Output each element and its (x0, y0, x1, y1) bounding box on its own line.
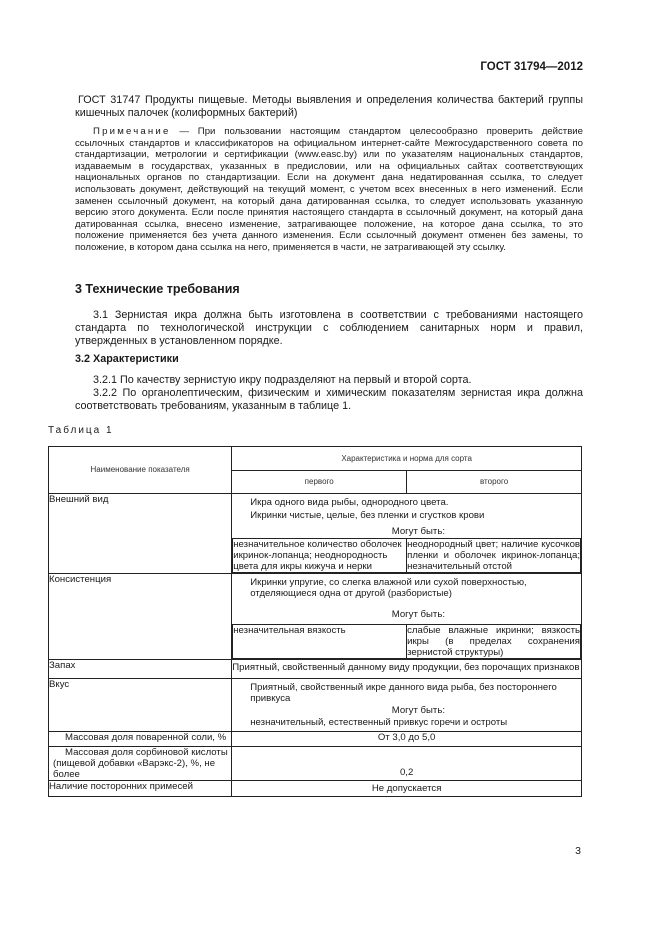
table-row-sorbic-acid (49, 746, 582, 781)
row-value: Приятный, свойственный данному виду продукции, без порочащих признаков (232, 660, 582, 678)
taste-line-1: Приятный, свойственный икре данного вида рыба, без постороннего привкуса (250, 681, 557, 704)
row-name: Внешний вид (49, 494, 232, 574)
document-code: ГОСТ 31794—2012 (480, 61, 583, 73)
table-row-taste (49, 678, 582, 732)
row-value (232, 574, 582, 660)
paragraph-3-2-2: 3.2.2 По органолептическим, физическим и химическим показателям зернистая икра должна соответствовать требованиям, указанным в таблице 1. (75, 387, 583, 413)
table-row-impurities (49, 781, 582, 797)
table-header-row (49, 447, 582, 471)
consistency-grades (232, 624, 581, 660)
header-characteristic: Характеристика и норма для сорта (232, 447, 582, 471)
section-3-title: 3 Технические требования (75, 282, 240, 296)
appearance-grades (232, 538, 581, 574)
note-text: — При пользовании настоящим стандартом целесообразно проверить действие ссылочных стандартов и классификаторов на официальном интернет-сайте Межгосударственного совета по стандартизации, метрологии и сертификации (www.easc.by) или по указателям национальных стандартов, издаваемым в государствах, указанных в предисловии, или на официальных сайтах соответствующих национальных органов по стандартизации. Если на документ дана недатированная ссылка, то следует использовать документ, действующий на текущий момент, с учетом всех внесенных в него изменений. Если заменен ссылочный документ, на который дана датированная ссылка, то следует использовать указанную версию этого документа. Если после принятия настоящего стандарта в ссылочный документ, на который дана датированная ссылка, внесено изменение, затрагивающее положение, на которое дана ссылка, то это положение применяется без учета данного изменения. Если ссылочный документ отменен без замены, то положение, в котором дана ссылка на него, применяется в части, не затрагивающей эту ссылку. (75, 126, 583, 253)
row-name: Наличие посторонних примесей (49, 781, 232, 797)
consistency-line-1: Икринки упругие, со слегка влажной или сухой поверхностью, отделяющиеся одна от другой (разбористые) (250, 577, 527, 600)
appearance-second-grade: неоднородный цвет; наличие кусочков пленки и оболочек икринок-лопанца; незначительный отстой (407, 538, 580, 573)
row-name: Массовая доля поваренной соли, % (49, 732, 232, 746)
can-be-label: Могут быть: (391, 526, 445, 538)
requirements-table (48, 446, 582, 797)
reference-gost-31747: ГОСТ 31747 Продукты пищевые. Методы выявления и определения количества бактерий группы кишечных палочек (колиформных бактерий) (75, 94, 583, 120)
table-row-appearance (49, 494, 582, 574)
note-label: Примечание (93, 126, 171, 137)
can-be-label: Могут быть: (391, 705, 445, 717)
paragraph-3-2-1: 3.2.1 По качеству зернистую икру подразделяют на первый и второй сорта. (93, 374, 472, 386)
row-value (232, 494, 582, 574)
consistency-first-grade: незначительная вязкость (233, 624, 407, 659)
table-row-smell (49, 660, 582, 678)
taste-line-2: незначительный, естественный привкус горечи и остроты (250, 717, 508, 729)
paragraph-3-1: 3.1 Зернистая икра должна быть изготовлена в соответствии с требованиями настоящего стандарта по технологической инструкции с соблюдением санитарных норм и правил, утвержденных в установленном порядке. (75, 309, 583, 348)
appearance-line-1: Икра одного вида рыбы, однородного цвета. (250, 497, 449, 508)
row-name: Запах (49, 660, 232, 678)
row-value (232, 678, 582, 732)
header-grade-second: второго (407, 471, 582, 494)
appearance-first-grade: незначительное количество оболочек икринок-лопанца; неоднородность цвета для икры кижуча и нерки (233, 538, 407, 573)
row-name: Массовая доля сорбиновой кислоты (пищевой добавки «Варэкс-2), %, не более (49, 746, 232, 781)
table-row-consistency (49, 574, 582, 660)
row-value: 0,2 (232, 746, 582, 781)
table-caption: Таблица 1 (48, 425, 114, 436)
table-row-salt (49, 732, 582, 746)
row-value: От 3,0 до 5,0 (232, 732, 582, 746)
can-be-label: Могут быть: (391, 608, 445, 620)
appearance-line-2: Икринки чистые, целые, без пленки и сгустков крови (250, 510, 485, 522)
reference-note (75, 126, 583, 254)
header-grade-first: первого (232, 471, 407, 494)
row-value: Не допускается (232, 781, 582, 797)
header-indicator-name: Наименование показателя (49, 447, 232, 494)
row-name: Вкус (49, 678, 232, 732)
page-number: 3 (575, 845, 581, 857)
section-3-2-title: 3.2 Характеристики (75, 353, 179, 365)
consistency-second-grade: слабые влажные икринки; вязкость икры (в пределах сохранения зернистой структуры) (407, 624, 580, 659)
row-name: Консистенция (49, 574, 232, 660)
